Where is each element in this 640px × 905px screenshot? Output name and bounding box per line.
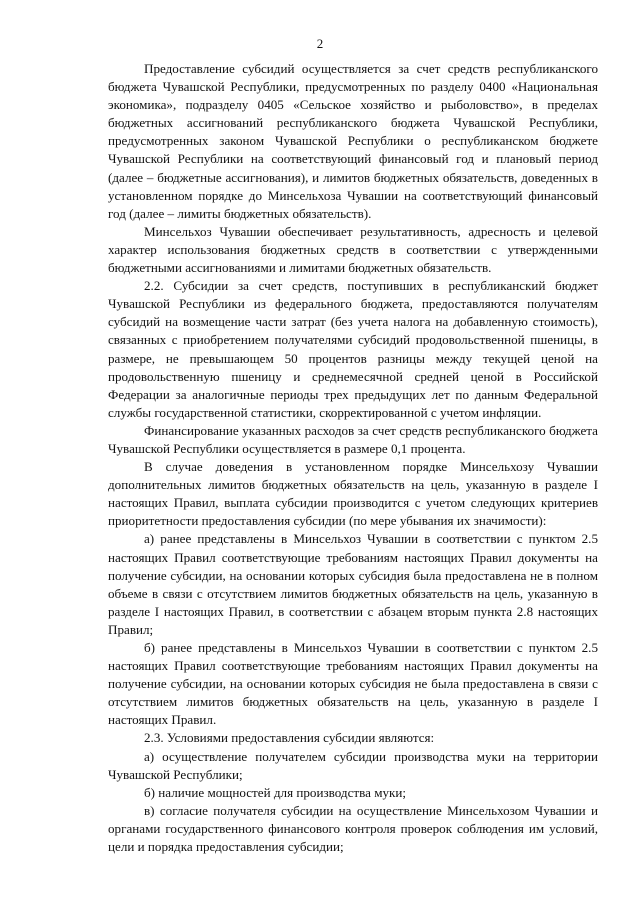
paragraph-2-2-subsidies: 2.2. Субсидии за счет средств, поступивших в республиканский бюджет Чувашской Республики из федерального бюджета, предоставляются получателям субсидий на возмещение части затрат (без учета налога на добавленную стоимость), связанных с приобретением получателями субсидий продовольственной пшеницы, в размере, не превышающем 50 процентов разницы между текущей ценой на продовольственную пшеницу и среднемесячной средней ценой в Российской Федерации за аналогичные периоды трех предыдущих лет по данным Федеральной службы государственной статистики, скорректированной с учетом инфляции. [108, 278, 598, 420]
document-body [108, 60, 598, 856]
paragraph-criterion-a: а) ранее представлены в Минсельхоз Чувашии в соответствии с пунктом 2.5 настоящих Правил соответствующие требованиям настоящих Правил документы на получение субсидии, на основании которых субсидия была предоставлена не в полном объеме в связи с отсутствием лимитов бюджетных обязательств на цель, указанную в разделе I настоящих Правил, в соответствии с абзацем вторым пункта 2.8 настоящих Правил; [108, 531, 598, 637]
paragraph-condition-c: в) согласие получателя субсидии на осуществление Минсельхозом Чувашии и органами государственного финансового контроля проверок соблюдения им условий, цели и порядка предоставления субсидии; [108, 802, 598, 855]
paragraph-ministry-responsibility: Минсельхоз Чувашии обеспечивает результативность, адресность и целевой характер использования бюджетных средств в соответствии с утвержденными бюджетными ассигнованиями и лимитами бюджетных обязательств. [108, 223, 598, 276]
paragraph-financing-share: Финансирование указанных расходов за счет средств республиканского бюджета Чувашской Республики осуществляется в размере 0,1 процента. [108, 422, 598, 456]
page-number: 2 [316, 36, 324, 51]
paragraph-priority-criteria: В случае доведения в установленном порядке Минсельхозу Чувашии дополнительных лимитов бюджетных обязательств на цель, указанную в разделе I настоящих Правил, выплата субсидии производится с учетом следующих критериев приоритетности предоставления субсидии (по мере убывания их значимости): [108, 459, 598, 529]
paragraph-condition-a: а) осуществление получателем субсидии производства муки на территории Чувашской Республики; [108, 748, 598, 782]
paragraph-funding-source: Предоставление субсидий осуществляется за счет средств республиканского бюджета Чувашской Республики, предусмотренных по разделу 0400 «Национальная экономика», подразделу 0405 «Сельское хозяйство и рыболовство», в пределах бюджетных ассигнований республиканского бюджета Чувашской Республики, предусмотренных законом Чувашской Республики о республиканском бюджете Чувашской Республики на соответствующий финансовый год и плановый период (далее – бюджетные ассигнования), и лимитов бюджетных обязательств, доведенных в установленном порядке до Минсельхоза Чувашии на соответствующий финансовый год (далее – лимиты бюджетных обязательств). [108, 61, 598, 221]
paragraph-criterion-b: б) ранее представлены в Минсельхоз Чувашии в соответствии с пунктом 2.5 настоящих Правил соответствующие требованиям настоящих Правил документы на получение субсидии, на основании которых субсидия не была предоставлена в связи с отсутствием лимитов бюджетных обязательств на цель, указанную в разделе I настоящих Правил. [108, 640, 598, 728]
paragraph-2-3-conditions: 2.3. Условиями предоставления субсидии являются: [144, 730, 435, 746]
paragraph-condition-b: б) наличие мощностей для производства муки; [144, 784, 407, 800]
